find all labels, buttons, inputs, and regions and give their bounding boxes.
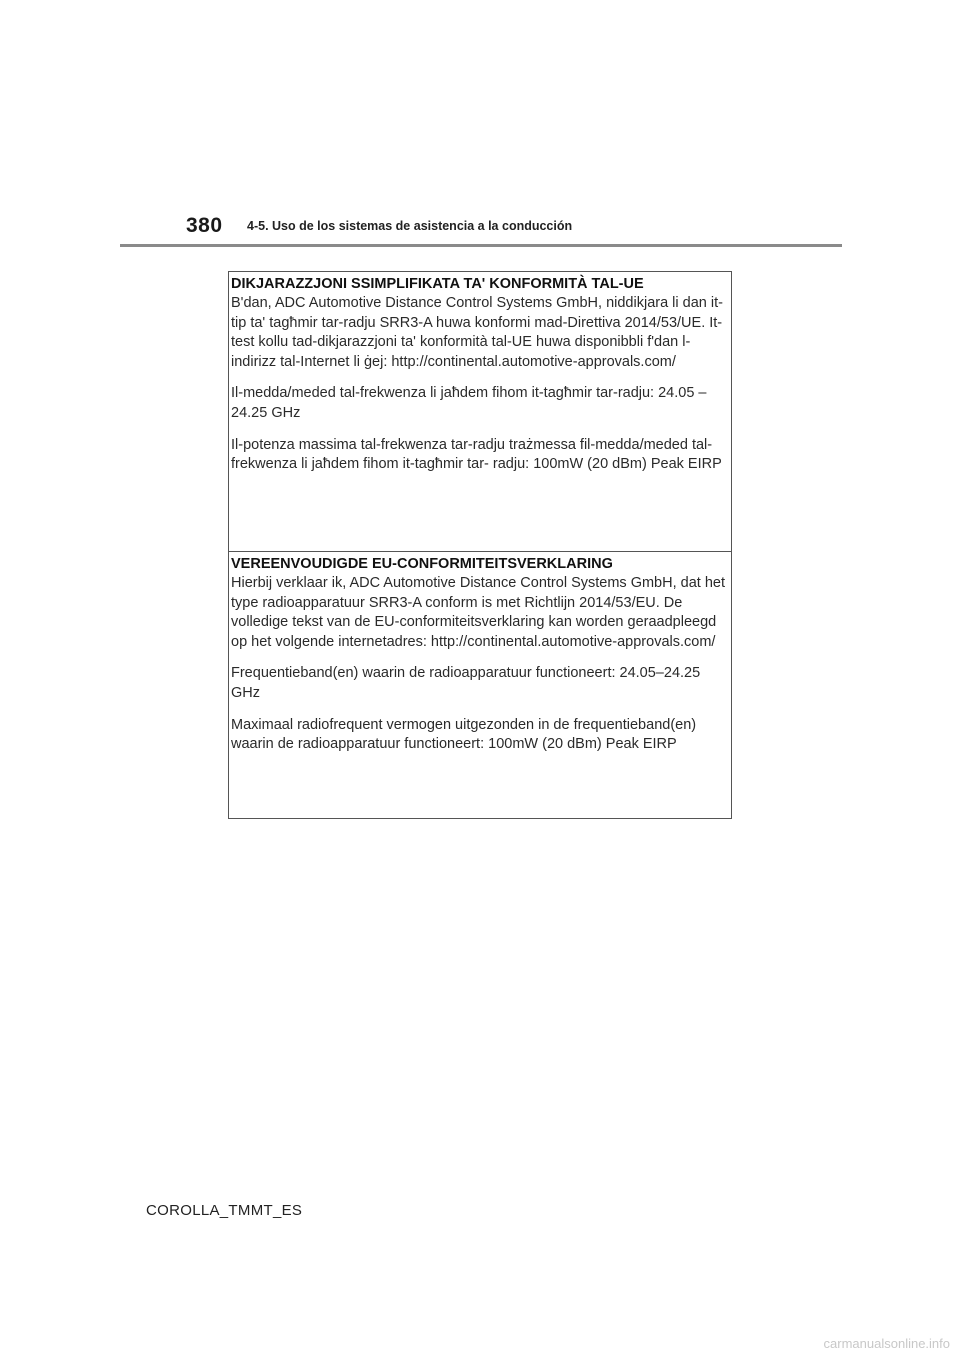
declaration-dutch: [229, 551, 731, 818]
declaration-paragraph: B'dan, ADC Automotive Distance Control Systems GmbH, niddikjara li dan it-tip ta' tagħmir tar-radju SRR3-A huwa konformi mad-Direttiva 2014/53/UE. It-test kollu tad-dikjarazzjoni ta' konformità tal-UE huwa disponibbli f'dan l-indirizz tal-Internet li ġej: http://continental.automotive-approvals.com/: [231, 295, 723, 370]
declaration-table: [228, 271, 732, 819]
declaration-paragraph: Hierbij verklaar ik, ADC Automotive Distance Control Systems GmbH, dat het type radioapparatuur SRR3-A conform is met Richtlijn 2014/53/EU. De volledige tekst van de EU-conformiteitsverklaring kan worden geraadpleegd op het volgende internetadres: http://continental.automotive-approvals.com/: [231, 575, 725, 650]
declaration-heading: VEREENVOUDIGDE EU-CONFORMITEITSVERKLARING: [231, 556, 613, 572]
paragraph-gap: [231, 424, 729, 436]
paragraph-gap: [231, 652, 729, 664]
declaration-paragraph: Il-potenza massima tal-frekwenza tar-radju trażmessa fil-medda/meded tal-frekwenza li jaħdem fihom it-tagħmir tar- radju: 100mW (20 dBm) Peak EIRP: [231, 436, 722, 473]
section-title: 4-5. Uso de los sistemas de asistencia a la conducción: [247, 219, 573, 233]
declaration-paragraph: Maximaal radiofrequent vermogen uitgezonden in de frequentieband(en) waarin de radioapparatuur functioneert: 100mW (20 dBm) Peak EIRP: [231, 716, 697, 753]
paragraph-gap: [231, 372, 729, 384]
declaration-paragraph: Frequentieband(en) waarin de radioapparatuur functioneert: 24.05–24.25 GHz: [231, 665, 701, 701]
page-number: 380: [186, 214, 223, 237]
header-rule: [120, 244, 842, 247]
watermark: carmanualsonline.info: [823, 1336, 950, 1351]
declaration-heading: DIKJARAZZJONI SSIMPLIFIKATA TA' KONFORMITÀ TAL-UE: [231, 276, 644, 292]
declaration-paragraph: Il-medda/meded tal-frekwenza li jaħdem fihom it-tagħmir tar-radju: 24.05 –24.25 GHz: [231, 385, 707, 421]
document-code: COROLLA_TMMT_ES: [146, 1202, 303, 1219]
paragraph-gap: [231, 704, 729, 716]
declaration-maltese: [229, 272, 731, 551]
